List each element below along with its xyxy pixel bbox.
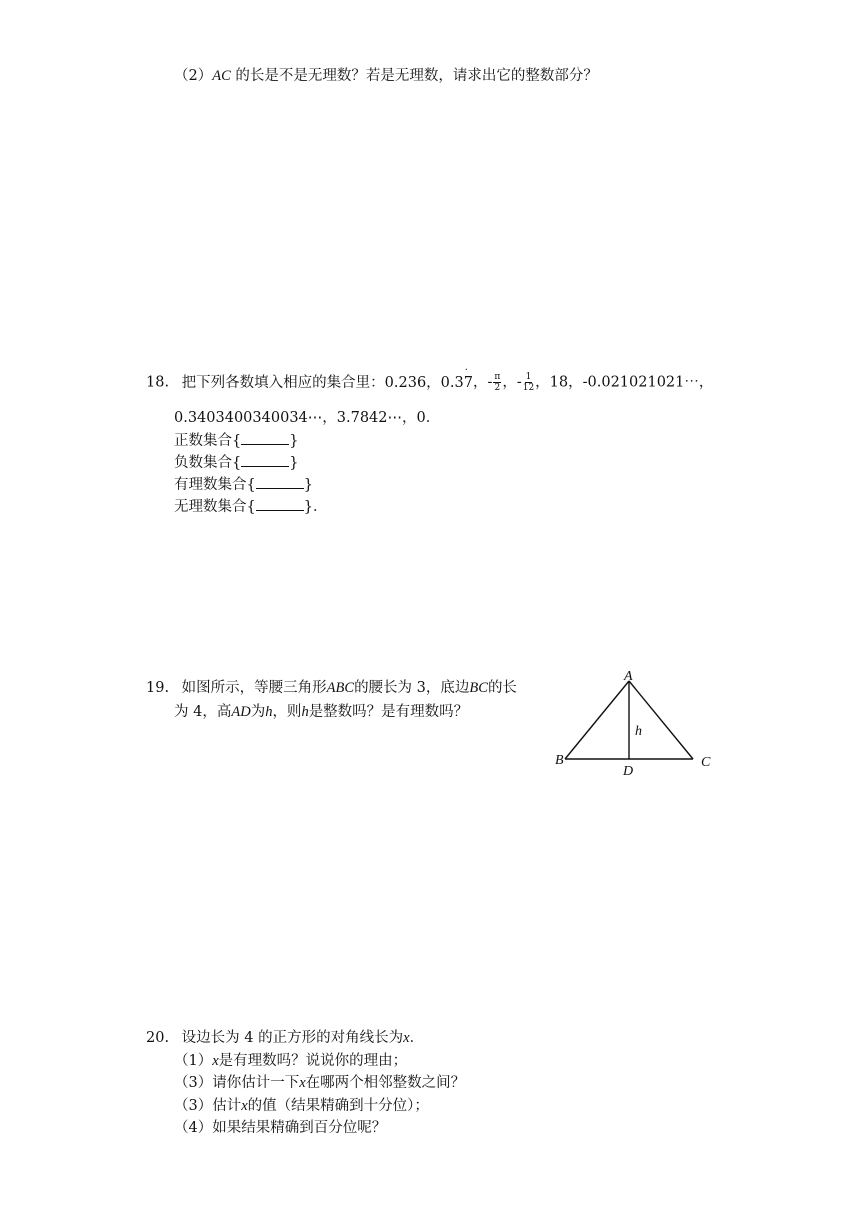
triangle-figure (550, 668, 720, 780)
side-ac (629, 681, 693, 759)
q18-intro: 把下列各数填入相应的集合里：0.236，0.3 (181, 374, 464, 391)
q20-text: 在哪两个相邻整数之间？ (305, 1075, 466, 1091)
q18-frac-den: 12 (522, 383, 535, 393)
set-close: } (303, 477, 313, 493)
q20-text: （3）请你估计一下 (174, 1075, 300, 1091)
q18-line1 (146, 372, 713, 393)
label-d: D (623, 764, 634, 779)
q19-var-h: h (301, 704, 309, 720)
set-close: }． (303, 499, 328, 515)
answer-blank[interactable] (241, 452, 289, 467)
answer-blank[interactable] (256, 496, 304, 511)
q20-var-x: x (403, 1030, 410, 1046)
q18-repeat-digit: · 7 (464, 373, 473, 393)
q19-text: 的长 (487, 680, 517, 696)
q17-var-ac: AC (212, 68, 231, 84)
label-h: h (635, 724, 642, 739)
label-b: B (555, 753, 564, 768)
q20-text: （1） (174, 1053, 213, 1069)
q19-text: 为 4，高 (174, 704, 232, 720)
q19-number: 19. (146, 680, 170, 696)
q20-text: 设边长为 4 的正方形的对角线长为 (181, 1030, 404, 1046)
q18-frac-pi-den: 2 (494, 383, 501, 393)
q20-part2 (174, 1073, 465, 1093)
set-label: 正数集合{ (174, 433, 242, 449)
q18-rest: ，18，-0.021021021⋯， (535, 374, 714, 391)
q19-text: ，则 (272, 704, 302, 720)
q18-set-positive (174, 430, 298, 451)
q19-text: 为 (250, 704, 266, 720)
q20-var-x: x (241, 1098, 248, 1114)
set-label: 有理数集合{ (174, 477, 256, 493)
q18-set-irrational (174, 496, 327, 517)
q18-frac-pi (493, 372, 501, 393)
q20-part4: （4）如果结果精确到百分位呢？ (174, 1120, 387, 1136)
side-ab (565, 681, 629, 759)
q19-var-h: h (265, 704, 273, 720)
q20-text: ． (409, 1030, 425, 1046)
q19-var-abc: ABC (326, 680, 355, 696)
q18-line2: 0.3403400340034⋯，3.7842⋯，0． (174, 410, 441, 426)
q18-set-negative (174, 452, 298, 473)
q17-part2-prefix: （2） (174, 68, 213, 84)
q19-text: 如图所示，等腰三角形 (181, 680, 327, 696)
set-close: } (289, 455, 299, 471)
q18-frac-112 (523, 372, 534, 393)
q19-var-ad: AD (231, 704, 251, 720)
answer-blank[interactable] (241, 430, 289, 445)
q20-text: 的值（结果精确到十分位）； (247, 1098, 429, 1114)
q18-frac-pi-num: π (494, 372, 501, 382)
q18-neg2: - (516, 374, 522, 391)
q18-neg1: - (487, 374, 493, 391)
q19-line1 (146, 678, 517, 698)
q17-part2-text: 的长是不是无理数？若是无理数，请求出它的整数部分？ (235, 68, 598, 84)
q18-sep2: ， (502, 374, 517, 391)
q20-part1 (174, 1051, 407, 1071)
q19-line2 (174, 702, 468, 722)
q18-set-rational (174, 474, 313, 495)
label-c: C (701, 755, 711, 770)
set-label: 无理数集合{ (174, 499, 256, 515)
q20-number: 20. (146, 1030, 170, 1046)
label-a: A (624, 669, 633, 684)
q20-var-x: x (212, 1053, 219, 1069)
set-label: 负数集合{ (174, 455, 242, 471)
q18-number: 18. (146, 374, 170, 391)
set-close: } (289, 433, 299, 449)
q20-text: （3）估计 (174, 1098, 242, 1114)
answer-blank[interactable] (256, 474, 304, 489)
q17-part2 (174, 66, 598, 86)
q20-intro (146, 1028, 424, 1048)
q20-part3 (174, 1096, 429, 1116)
q18-sep1: ， (472, 374, 488, 391)
q20-text: 是有理数吗？说说你的理由； (218, 1053, 408, 1069)
q20-var-x: x (299, 1075, 306, 1091)
q19-text: 是整数吗？是有理数吗？ (308, 704, 469, 720)
q19-text: 的腰长为 3，底边 (354, 680, 470, 696)
q19-var-bc: BC (469, 680, 488, 696)
q18-frac-num: 1 (525, 372, 532, 382)
